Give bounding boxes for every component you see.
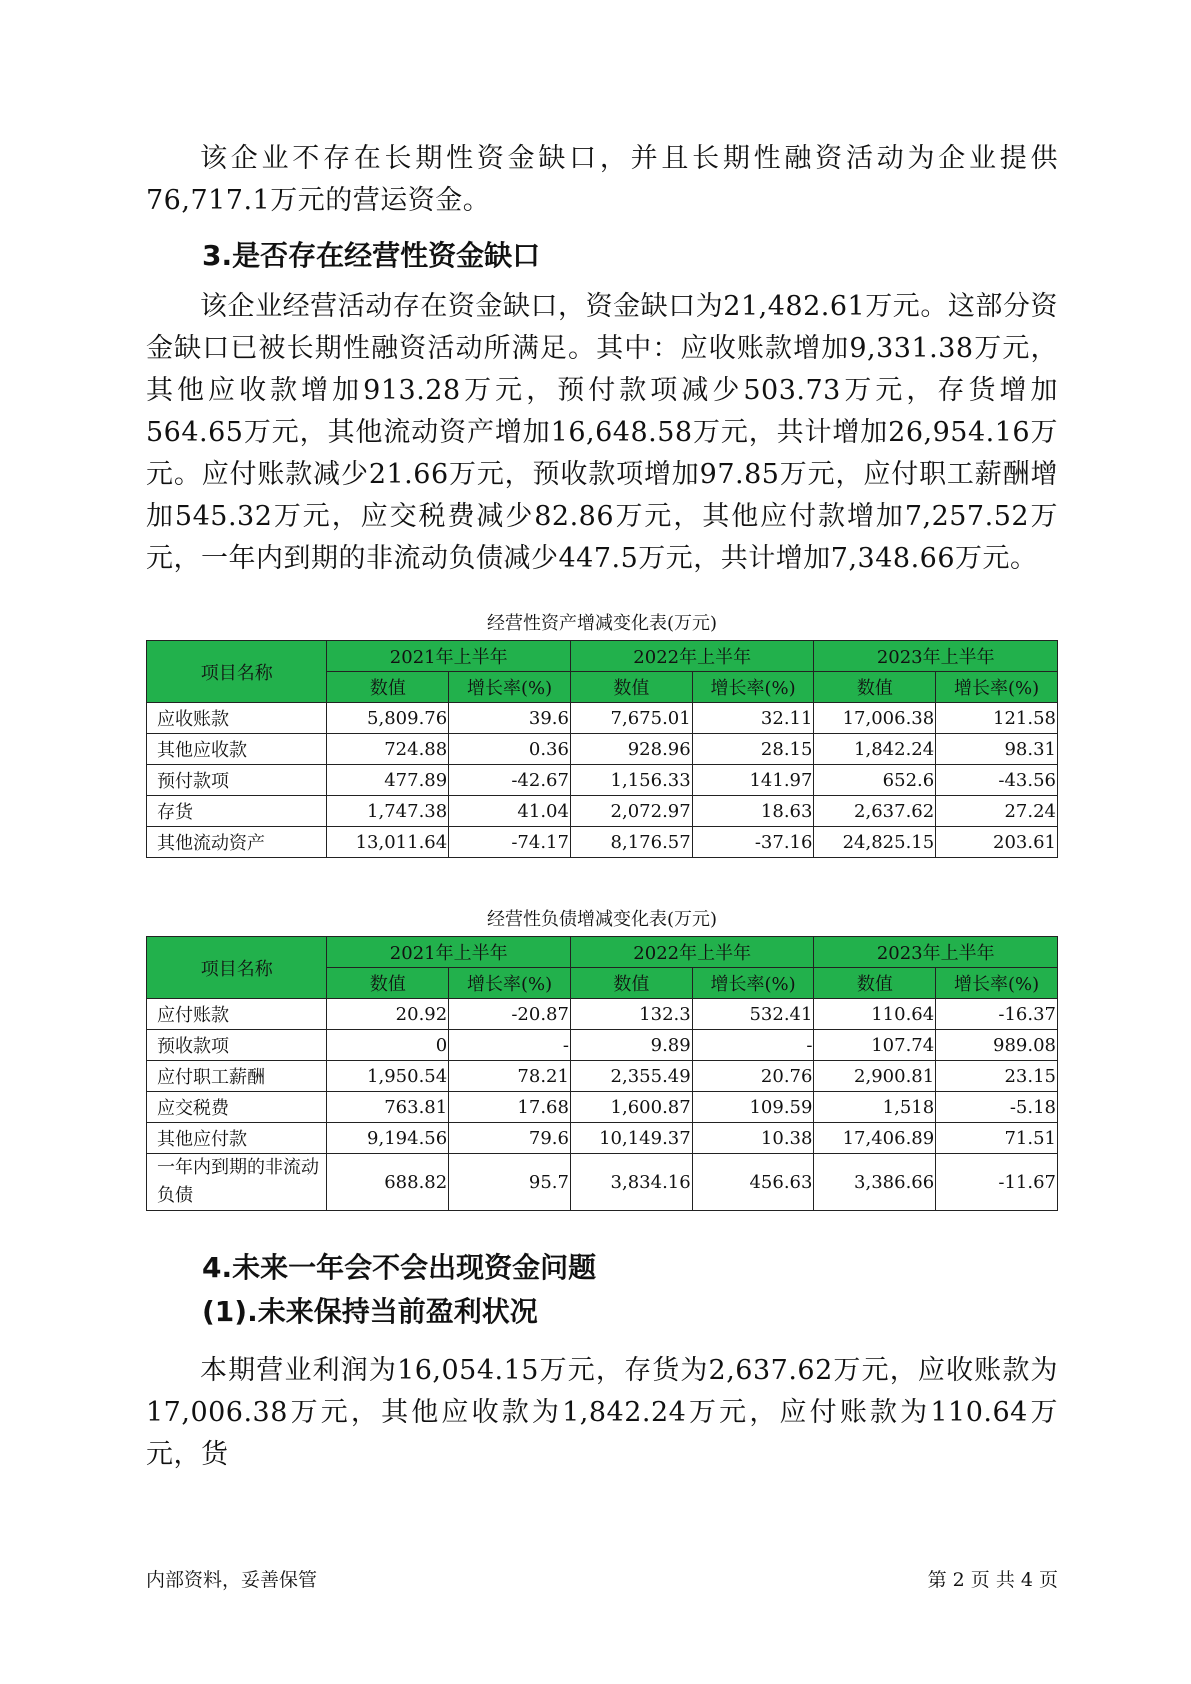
cell-growth-rate: 71.51	[936, 1123, 1058, 1154]
cell-value: 0	[327, 1030, 449, 1061]
header-value: 数值	[327, 968, 449, 999]
cell-growth-rate: 41.04	[449, 796, 571, 827]
cell-value: 1,518	[814, 1092, 936, 1123]
paragraph-operating-profit: 本期营业利润为16,054.15万元，存货为2,637.62万元，应收账款为17,006.38万元，其他应收款为1,842.24万元，应付账款为110.64万元，货	[146, 1355, 1058, 1470]
row-item-name: 应付账款	[147, 999, 327, 1030]
header-value: 数值	[814, 968, 936, 999]
table-row	[147, 703, 1058, 734]
cell-value: 110.64	[814, 999, 936, 1030]
cell-value: 1,747.38	[327, 796, 449, 827]
footer-page-number: 第 2 页 共 4 页	[927, 1569, 1058, 1591]
cell-growth-rate: 989.08	[936, 1030, 1058, 1061]
cell-value: 17,406.89	[814, 1123, 936, 1154]
cell-growth-rate: 27.24	[936, 796, 1058, 827]
cell-value: 9,194.56	[327, 1123, 449, 1154]
table-row	[147, 765, 1058, 796]
header-growth: 增长率(%)	[692, 968, 814, 999]
header-item-name: 项目名称	[147, 641, 327, 703]
header-value: 数值	[570, 968, 692, 999]
liability-table-body	[147, 999, 1058, 1211]
table-row	[147, 1123, 1058, 1154]
cell-growth-rate: 98.31	[936, 734, 1058, 765]
cell-value: 2,072.97	[570, 796, 692, 827]
heading-section-4: 4.未来一年会不会出现资金问题	[202, 1251, 597, 1284]
table-row	[147, 827, 1058, 858]
table-row	[147, 734, 1058, 765]
asset-change-table	[146, 640, 1058, 858]
header-value: 数值	[327, 672, 449, 703]
cell-growth-rate: 109.59	[692, 1092, 814, 1123]
cell-growth-rate: -20.87	[449, 999, 571, 1030]
cell-growth-rate: -42.67	[449, 765, 571, 796]
cell-growth-rate: 78.21	[449, 1061, 571, 1092]
cell-growth-rate: 141.97	[692, 765, 814, 796]
liability-change-table	[146, 936, 1058, 1211]
row-item-name: 应收账款	[147, 703, 327, 734]
table-row	[147, 1030, 1058, 1061]
row-item-name: 存货	[147, 796, 327, 827]
cell-value: 132.3	[570, 999, 692, 1030]
header-growth: 增长率(%)	[692, 672, 814, 703]
header-growth: 增长率(%)	[449, 968, 571, 999]
cell-value: 3,386.66	[814, 1154, 936, 1211]
cell-growth-rate: -37.16	[692, 827, 814, 858]
cell-growth-rate: 456.63	[692, 1154, 814, 1211]
table-row	[147, 1154, 1058, 1211]
cell-growth-rate: -11.67	[936, 1154, 1058, 1211]
cell-value: 24,825.15	[814, 827, 936, 858]
header-period-2023: 2023年上半年	[814, 641, 1058, 672]
cell-growth-rate: 28.15	[692, 734, 814, 765]
cell-value: 2,355.49	[570, 1061, 692, 1092]
cell-value: 7,675.01	[570, 703, 692, 734]
header-growth: 增长率(%)	[936, 968, 1058, 999]
cell-value: 13,011.64	[327, 827, 449, 858]
table-header-row	[147, 937, 1058, 968]
cell-value: 688.82	[327, 1154, 449, 1211]
row-item-name: 预收款项	[147, 1030, 327, 1061]
header-period-2022: 2022年上半年	[570, 641, 814, 672]
cell-value: 8,176.57	[570, 827, 692, 858]
asset-table-caption: 经营性资产增减变化表(万元)	[486, 613, 718, 634]
row-item-name: 其他流动资产	[147, 827, 327, 858]
cell-value: 9.89	[570, 1030, 692, 1061]
footer-confidential-note: 内部资料，妥善保管	[146, 1569, 318, 1591]
table-row	[147, 1092, 1058, 1123]
cell-growth-rate: 79.6	[449, 1123, 571, 1154]
liability-table-caption: 经营性负债增减变化表(万元)	[486, 909, 718, 930]
header-period-2021: 2021年上半年	[327, 641, 571, 672]
table-row	[147, 1061, 1058, 1092]
heading-section-4-1: (1).未来保持当前盈利状况	[202, 1295, 538, 1328]
header-period-2021: 2021年上半年	[327, 937, 571, 968]
cell-growth-rate: 32.11	[692, 703, 814, 734]
cell-growth-rate: -	[449, 1030, 571, 1061]
cell-value: 928.96	[570, 734, 692, 765]
header-growth: 增长率(%)	[449, 672, 571, 703]
cell-growth-rate: 121.58	[936, 703, 1058, 734]
header-value: 数值	[570, 672, 692, 703]
cell-value: 477.89	[327, 765, 449, 796]
cell-growth-rate: 532.41	[692, 999, 814, 1030]
cell-value: 10,149.37	[570, 1123, 692, 1154]
cell-value: 724.88	[327, 734, 449, 765]
asset-table-body	[147, 703, 1058, 858]
table-row	[147, 796, 1058, 827]
header-value: 数值	[814, 672, 936, 703]
row-item-name: 其他应收款	[147, 734, 327, 765]
cell-value: 2,637.62	[814, 796, 936, 827]
cell-growth-rate: 23.15	[936, 1061, 1058, 1092]
paragraph-long-term-funding: 该企业不存在长期性资金缺口，并且长期性融资活动为企业提供76,717.1万元的营运资金。	[146, 143, 1058, 216]
cell-value: 17,006.38	[814, 703, 936, 734]
row-item-name: 其他应付款	[147, 1123, 327, 1154]
cell-growth-rate: -5.18	[936, 1092, 1058, 1123]
cell-value: 1,156.33	[570, 765, 692, 796]
table-row	[147, 999, 1058, 1030]
row-item-name: 一年内到期的非流动负债	[147, 1154, 327, 1211]
cell-growth-rate: 0.36	[449, 734, 571, 765]
cell-value: 763.81	[327, 1092, 449, 1123]
cell-value: 1,950.54	[327, 1061, 449, 1092]
cell-growth-rate: -	[692, 1030, 814, 1061]
heading-section-3: 3.是否存在经营性资金缺口	[202, 239, 541, 272]
cell-value: 1,842.24	[814, 734, 936, 765]
cell-growth-rate: 203.61	[936, 827, 1058, 858]
cell-value: 1,600.87	[570, 1092, 692, 1123]
cell-growth-rate: -74.17	[449, 827, 571, 858]
row-item-name: 预付款项	[147, 765, 327, 796]
cell-growth-rate: -43.56	[936, 765, 1058, 796]
row-item-name: 应交税费	[147, 1092, 327, 1123]
header-period-2023: 2023年上半年	[814, 937, 1058, 968]
cell-value: 3,834.16	[570, 1154, 692, 1211]
header-item-name: 项目名称	[147, 937, 327, 999]
cell-growth-rate: 20.76	[692, 1061, 814, 1092]
header-growth: 增长率(%)	[936, 672, 1058, 703]
table-header-row	[147, 641, 1058, 672]
cell-value: 20.92	[327, 999, 449, 1030]
cell-value: 107.74	[814, 1030, 936, 1061]
cell-growth-rate: 39.6	[449, 703, 571, 734]
cell-value: 5,809.76	[327, 703, 449, 734]
cell-growth-rate: 10.38	[692, 1123, 814, 1154]
cell-growth-rate: -16.37	[936, 999, 1058, 1030]
paragraph-operating-gap: 该企业经营活动存在资金缺口，资金缺口为21,482.61万元。这部分资金缺口已被长期性融资活动所满足。其中：应收账款增加9,331.38万元，其他应收款增加913.28万元，预付款项减少503.73万元，存货增加564.65万元，其他流动资产增加16,648.58万元，共计增加26,954.16万元。应付账款减少21.66万元，预收款项增加97.85万元，应付职工薪酬增加545.32万元，应交税费减少82.86万元，其他应付款增加7,257.52万元，一年内到期的非流动负债减少447.5万元，共计增加7,348.66万元。	[146, 291, 1058, 574]
cell-value: 2,900.81	[814, 1061, 936, 1092]
row-item-name: 应付职工薪酬	[147, 1061, 327, 1092]
header-period-2022: 2022年上半年	[570, 937, 814, 968]
cell-growth-rate: 95.7	[449, 1154, 571, 1211]
cell-growth-rate: 17.68	[449, 1092, 571, 1123]
cell-growth-rate: 18.63	[692, 796, 814, 827]
cell-value: 652.6	[814, 765, 936, 796]
